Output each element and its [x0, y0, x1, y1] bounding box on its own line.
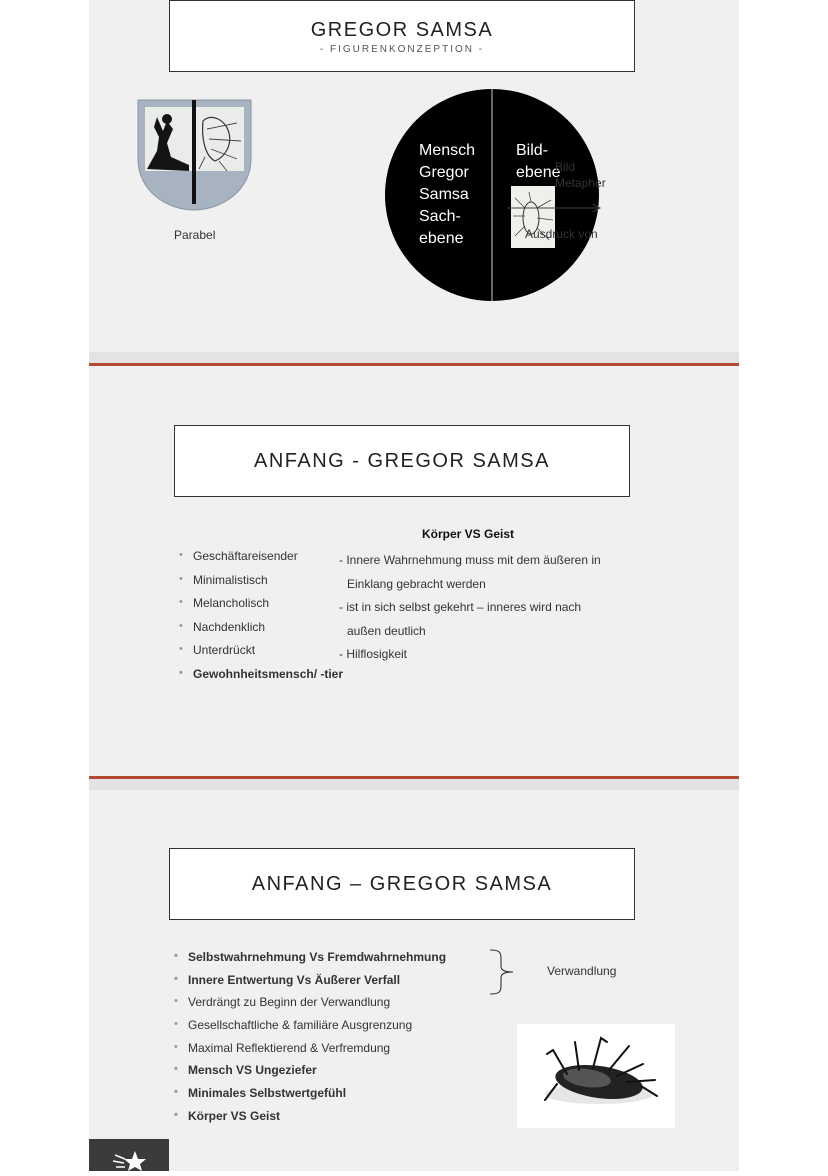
- circle-left-text: [419, 140, 475, 250]
- circle-right-line: Bild-: [516, 142, 549, 159]
- slide2-notes: [339, 549, 601, 667]
- note-line: - ist in sich selbst gekehrt – inneres wird nach: [339, 600, 582, 615]
- slide-gap-shade: [89, 352, 739, 363]
- list-item: • Gesellschaftliche & familiäre Ausgrenzung: [172, 1018, 446, 1041]
- note-line: Einklang gebracht werden: [347, 576, 486, 591]
- slides-container: [89, 0, 739, 1171]
- circle-left-line: ebene: [419, 230, 464, 247]
- circle-left-line: Samsa: [419, 186, 469, 203]
- list-item: • Innere Entwertung Vs Äußerer Verfall: [172, 973, 446, 996]
- list-item: • Geschäftareisender: [177, 549, 343, 573]
- circle-divider: [491, 89, 493, 301]
- list-item: • Maximal Reflektierend & Verfremdung: [172, 1041, 446, 1064]
- list-item: • Körper VS Geist: [172, 1109, 446, 1132]
- parabel-shield-image: [137, 99, 252, 211]
- list-item: • Unterdrückt: [177, 643, 343, 667]
- slide2-title-box: [174, 425, 630, 497]
- note-line: außen deutlich: [347, 623, 426, 638]
- slide2-title: ANFANG - GREGOR SAMSA: [254, 450, 550, 472]
- slide-gap-shade: [89, 779, 739, 790]
- list-item: • Verdrängt zu Beginn der Verwandlung: [172, 995, 446, 1018]
- curly-brace-icon: [489, 948, 515, 996]
- bild-label-line: Bild: [555, 160, 576, 174]
- star-icon: [89, 1139, 169, 1171]
- slide3-title: ANFANG – GREGOR SAMSA: [251, 873, 553, 895]
- koerper-geist-heading: Körper VS Geist: [422, 527, 515, 541]
- note-line: - Hilflosigkeit: [339, 647, 408, 662]
- list-item: • Minimales Selbstwertgefühl: [172, 1086, 446, 1109]
- star-badge: [89, 1139, 169, 1171]
- slide1-title-box: [169, 0, 635, 72]
- list-item: • Selbstwahrnehmung Vs Fremdwahrnehmung: [172, 950, 446, 973]
- slide3-bullet-list: [172, 950, 446, 1132]
- list-item: • Melancholisch: [177, 596, 343, 620]
- list-item: • Nachdenklich: [177, 620, 343, 644]
- arrow-right-icon: [507, 202, 603, 214]
- slide3-title-box: [169, 848, 635, 920]
- circle-left-line: Sach-: [419, 208, 461, 225]
- list-item: • Mensch VS Ungeziefer: [172, 1063, 446, 1086]
- circle-left-line: Mensch: [419, 142, 476, 159]
- circle-left-line: Gregor: [419, 164, 469, 181]
- slide-separator-1: [89, 363, 739, 366]
- list-item: • Minimalistisch: [177, 573, 343, 597]
- slide1-subtitle: - FIGURENKONZEPTION -: [319, 44, 485, 55]
- list-item: • Gewohnheitsmensch/ -tier: [177, 667, 343, 691]
- sach-bild-circle: [385, 89, 599, 301]
- circle-right-text: [516, 140, 561, 184]
- beetle-photo-image: [517, 1024, 675, 1128]
- parabel-label: Parabel: [174, 228, 216, 242]
- metapher-label-line: Metapher: [555, 176, 606, 190]
- verwandlung-label: Verwandlung: [547, 964, 617, 978]
- ausdruck-von-label: Ausdruck von: [525, 227, 598, 241]
- slide1-title: GREGOR SAMSA: [310, 19, 494, 41]
- slide2-bullet-list: [177, 549, 343, 691]
- circle-right-line: ebene: [516, 164, 561, 181]
- bild-metapher-label: [555, 159, 606, 191]
- note-line: - Innere Wahrnehmung muss mit dem äußeren in: [339, 553, 601, 567]
